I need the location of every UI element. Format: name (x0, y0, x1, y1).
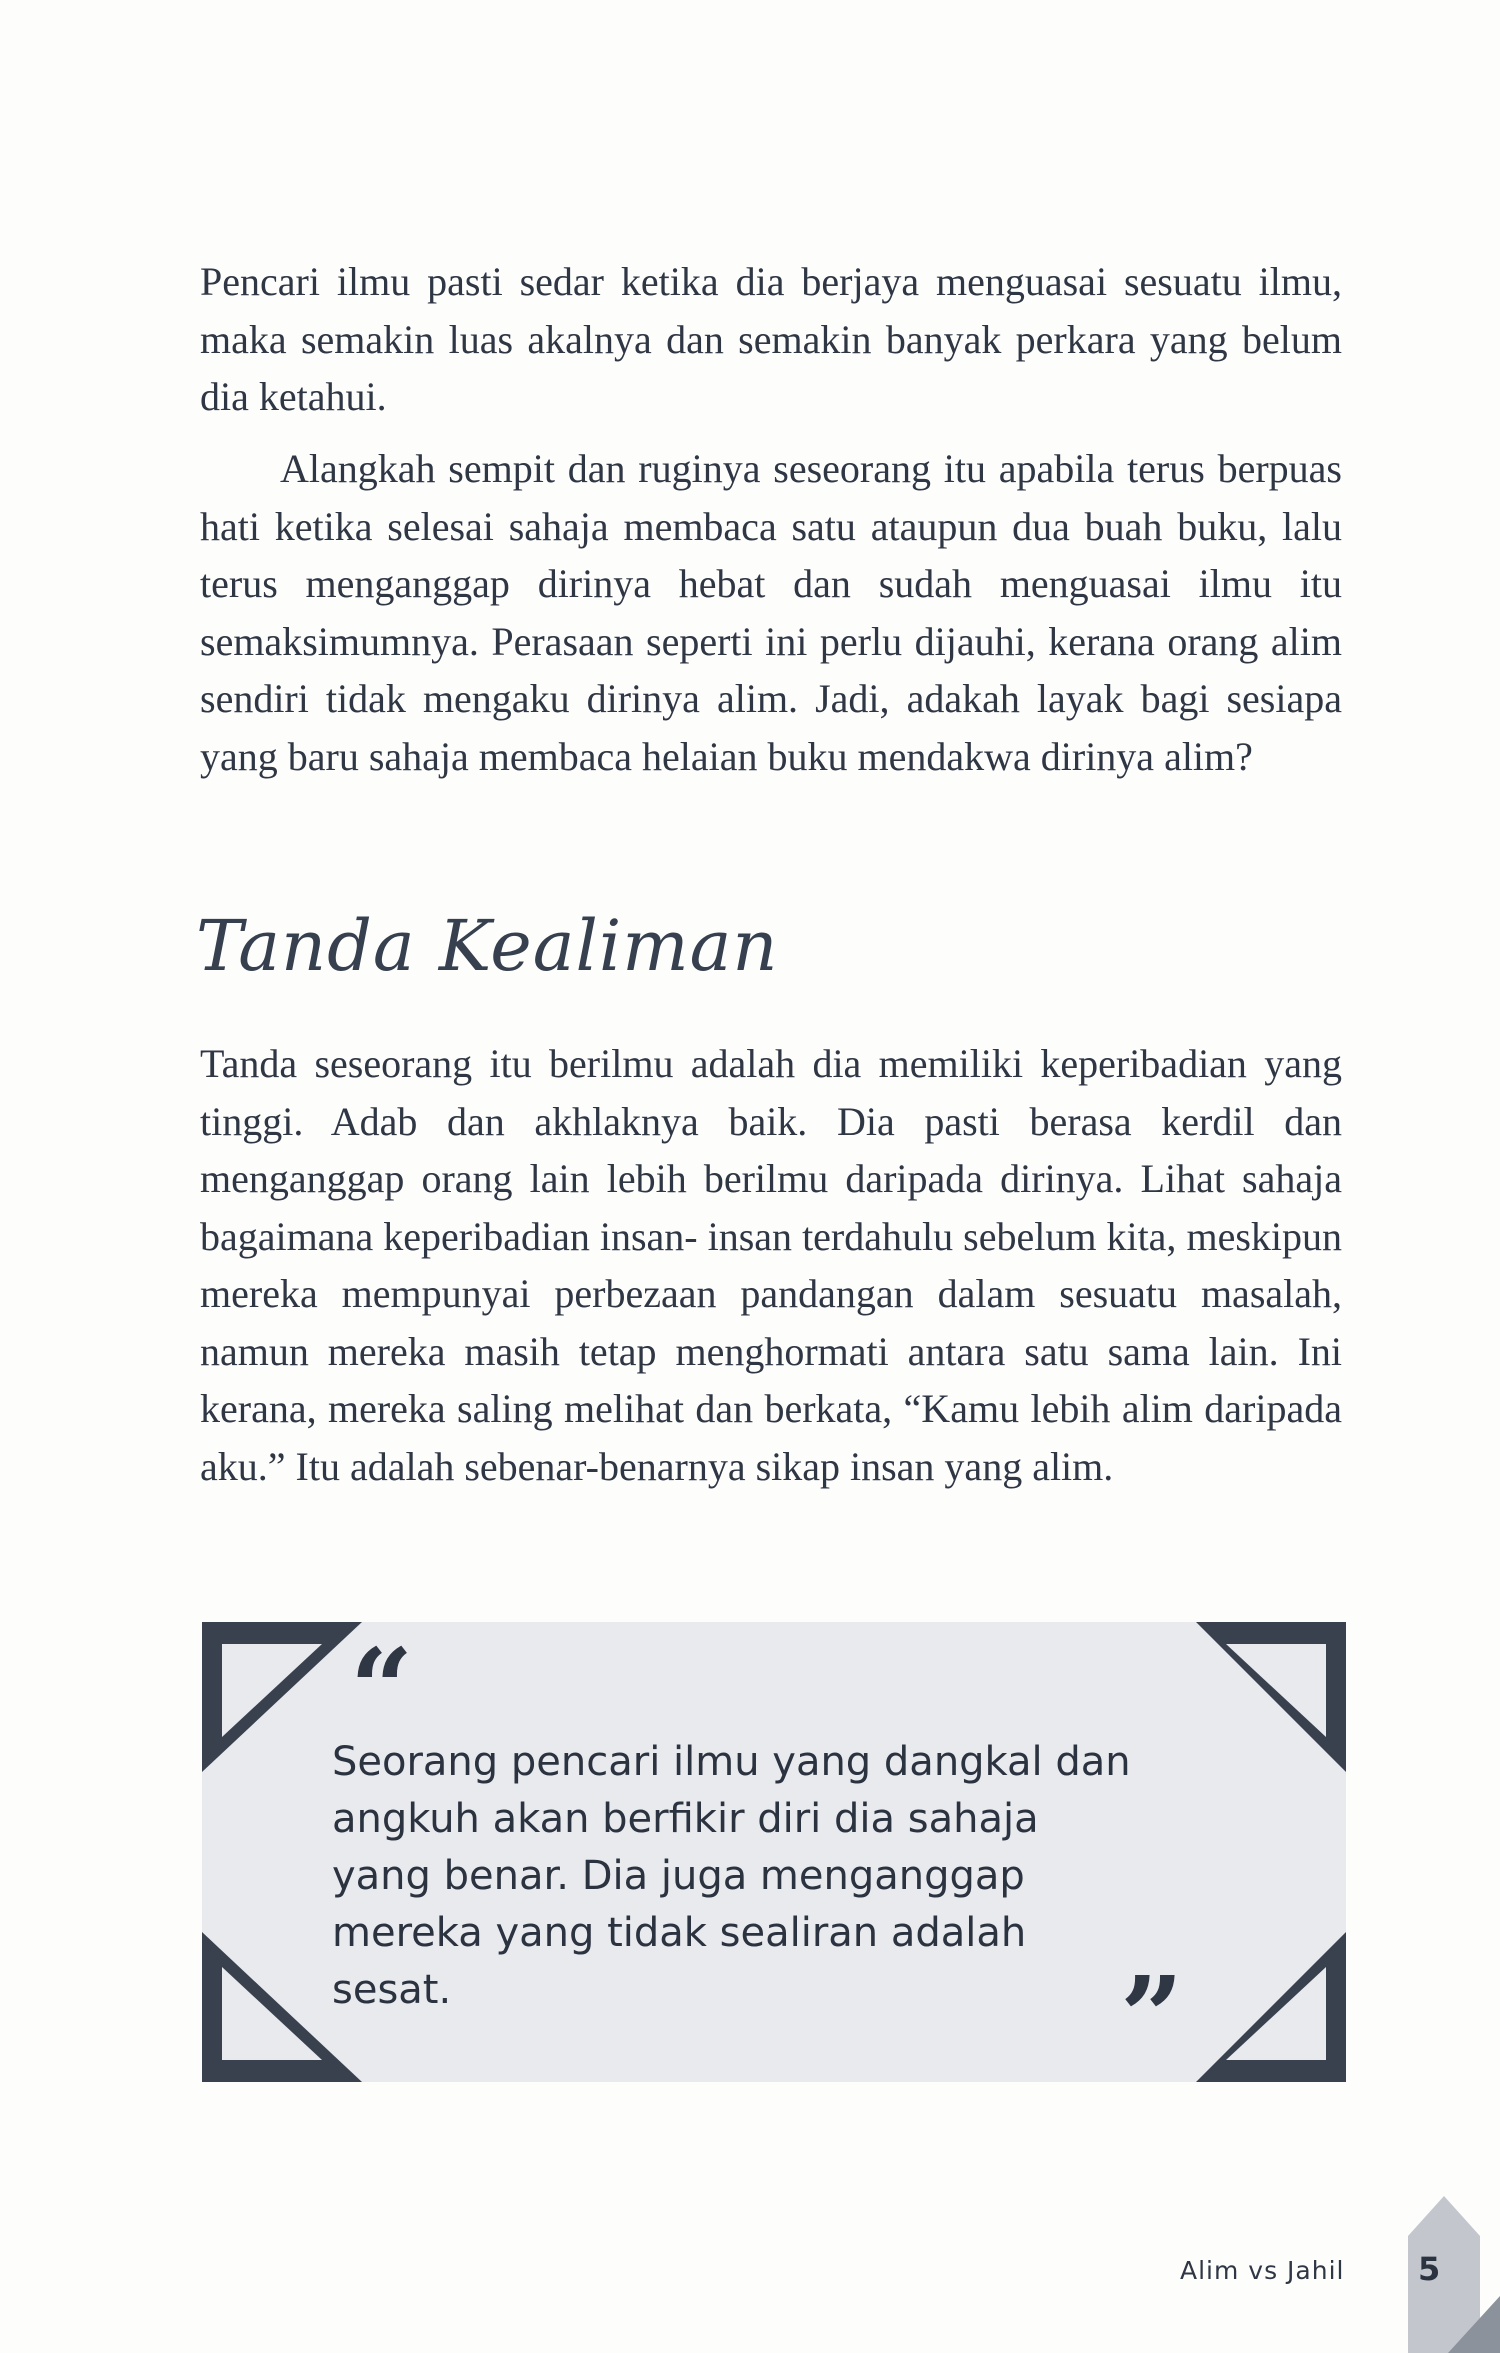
section-heading: Tanda Kealiman (196, 905, 779, 987)
page-number: 5 (1418, 2250, 1441, 2288)
pull-quote-box (202, 1622, 1346, 2082)
close-quote-icon: ” (1120, 1952, 1184, 2081)
paragraph-3: Tanda seseorang itu berilmu adalah dia memiliki keperibadian yang tinggi. Adab dan akhlaknya baik. Dia pasti berasa kerdil dan menganggap orang lain lebih berilmu daripada dirinya. Lihat sahaja bagaimana keperibadian insan- insan terdahulu sebelum kita, meskipun mereka mempunyai perbezaan pandangan dalam sesuatu masalah, namun mereka masih tetap menghormati antara satu sama lain. Ini kerana, mereka saling melihat dan berkata, “Kamu lebih alim daripada aku.” Itu adalah sebenar-benarnya sikap insan yang alim. (200, 1041, 1342, 1489)
paragraph-1: Pencari ilmu pasti sedar ketika dia berjaya menguasai sesuatu ilmu, maka semakin luas akalnya dan semakin banyak perkara yang belum dia ketahui. (200, 259, 1342, 419)
quote-text: Seorang pencari ilmu yang dangkal dan angkuh akan berfikir diri dia sahaja yang benar. Dia juga menganggap mereka yang tidak sealiran adalah sesat. (332, 1739, 1131, 2013)
running-footer-title: Alim vs Jahil (1180, 2256, 1345, 2285)
paragraph-2: Alangkah sempit dan ruginya seseorang itu apabila terus berpuas hati ketika selesai sahaja membaca satu ataupun dua buah buku, lalu terus menganggap dirinya hebat dan sudah menguasai ilmu itu semaksimumnya. Perasaan seperti ini perlu dijauhi, kerana orang alim sendiri tidak mengaku dirinya alim. Jadi, adakah layak bagi sesiapa yang baru sahaja membaca helaian buku mendakwa dirinya alim? (200, 446, 1342, 779)
page-tab-icon (1388, 2196, 1500, 2353)
open-quote-icon: “ (350, 1624, 414, 1753)
